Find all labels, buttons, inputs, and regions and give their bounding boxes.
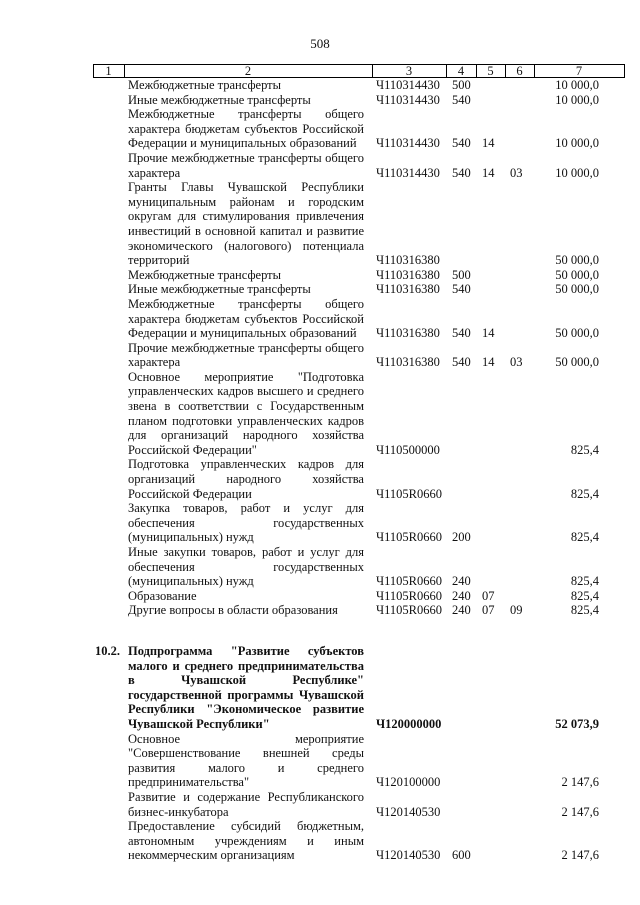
row-vr: 600: [452, 848, 471, 863]
section-number: 10.2.: [95, 643, 120, 658]
row-values: [0, 848, 640, 863]
row-code: Ч110316380: [376, 282, 440, 297]
page-number: 508: [310, 36, 330, 51]
row-values: [0, 805, 640, 820]
row-name: Межбюджетные трансферты: [128, 267, 282, 282]
table-row: [0, 790, 640, 819]
table-row: [0, 501, 640, 545]
row-sum: 52 073,9: [555, 716, 599, 731]
row-name: Иные закупки товаров, работ и услуг для обеспечения государственных (муниципальных) нужд: [128, 545, 364, 589]
row-sum: 50 000,0: [555, 326, 599, 341]
row-vr: 240: [452, 603, 471, 618]
row-pr: 09: [510, 603, 523, 618]
table-row: [0, 180, 640, 268]
budget-table-body: [0, 78, 640, 863]
row-sum: 825,4: [570, 603, 599, 618]
header-col-6: 6: [516, 64, 523, 78]
table-row: [0, 107, 640, 151]
table-row: [0, 545, 640, 589]
header-col-5: 5: [487, 64, 494, 78]
row-name: Межбюджетные трансферты: [128, 78, 282, 92]
row-name: Прочие межбюджетные трансферты общего характера: [128, 150, 364, 180]
row-vr: 540: [452, 282, 471, 297]
row-sum: 10 000,0: [555, 92, 599, 107]
row-code: Ч1105R0660: [376, 486, 442, 501]
row-pr: 03: [510, 355, 523, 370]
row-sum: 2 147,6: [561, 775, 599, 790]
row-sum: 10 000,0: [555, 136, 599, 151]
row-values: [0, 78, 640, 93]
row-code: Ч120100000: [376, 775, 441, 790]
row-rz: 14: [482, 326, 495, 341]
row-vr: 240: [452, 588, 471, 603]
row-vr: 540: [452, 136, 471, 151]
row-name: Иные межбюджетные трансферты: [128, 92, 311, 107]
row-sum: 825,4: [570, 574, 599, 589]
table-row: [0, 151, 640, 180]
row-name: Образование: [128, 588, 197, 603]
row-name: Закупка товаров, работ и услуг для обеспечения государственных (муниципальных) нужд: [128, 501, 364, 545]
row-sum: 825,4: [570, 442, 599, 457]
row-values: [0, 282, 640, 297]
table-row: [0, 93, 640, 108]
header-col-2: 2: [244, 64, 252, 78]
row-name: Подпрограмма "Развитие субъектов малого и среднего предпринимательства в Чувашской Республике" государственной программы Чувашской Республики "Экономическое развитие Чувашской Республики": [128, 643, 364, 731]
row-rz: 14: [482, 165, 495, 180]
row-code: Ч110314430: [376, 78, 440, 92]
row-name: Межбюджетные трансферты общего характера бюджетам субъектов Российской Федерации и муниципальных образований: [128, 107, 364, 151]
table-row: [0, 603, 640, 618]
row-rz: 14: [482, 136, 495, 151]
row-values: [0, 443, 640, 458]
header-col-4: 4: [457, 64, 465, 78]
row-code: Ч120140530: [376, 804, 441, 819]
row-sum: 50 000,0: [555, 282, 599, 297]
row-sum: 10 000,0: [555, 165, 599, 180]
table-row: [0, 341, 640, 370]
table-row: [0, 589, 640, 604]
row-values: [0, 268, 640, 283]
row-sum: 825,4: [570, 530, 599, 545]
row-code: Ч110316380: [376, 267, 440, 282]
row-code: Ч110316380: [376, 326, 440, 341]
row-name: Другие вопросы в области образования: [128, 603, 338, 618]
table-row: [0, 282, 640, 297]
row-code: Ч1105R0660: [376, 603, 442, 618]
row-sum: 50 000,0: [555, 355, 599, 370]
row-name: Основное мероприятие "Подготовка управленческих кадров высшего и среднего звена в соответствии с Государственным планом подготовки управленческих кадров для организаций народного хозяйства Российской Федерации": [128, 369, 364, 457]
table-row: [0, 819, 640, 863]
row-sum: 825,4: [570, 486, 599, 501]
table-row: [0, 644, 640, 732]
table-row: [0, 457, 640, 501]
row-code: Ч110500000: [376, 442, 440, 457]
row-values: [0, 136, 640, 151]
row-code: Ч110316380: [376, 253, 440, 268]
row-code: Ч110314430: [376, 165, 440, 180]
row-sum: 825,4: [570, 588, 599, 603]
row-code: Ч120140530: [376, 848, 441, 863]
row-name: Прочие межбюджетные трансферты общего характера: [128, 340, 364, 370]
row-name: Предоставление субсидий бюджетным, автономным учреждениям и иным некоммерческим организациям: [128, 819, 364, 863]
row-sum: 50 000,0: [555, 267, 599, 282]
row-vr: 540: [452, 326, 471, 341]
row-rz: 14: [482, 355, 495, 370]
row-name: Развитие и содержание Республиканского бизнес-инкубатора: [128, 789, 364, 819]
row-code: Ч110314430: [376, 136, 440, 151]
row-name: Гранты Главы Чувашской Республики муниципальным районам и городским округам для стимулирования привлечения инвестиций в основной капитал и развитие экономического (налогового) потенциала территорий: [128, 180, 364, 268]
row-values: [0, 603, 640, 618]
row-rz: 07: [482, 588, 495, 603]
row-sum: 10 000,0: [555, 78, 599, 92]
row-values: [0, 326, 640, 341]
row-sum: 2 147,6: [561, 804, 599, 819]
row-code: Ч1105R0660: [376, 574, 442, 589]
table-row: [0, 297, 640, 341]
row-code: Ч110316380: [376, 355, 440, 370]
row-pr: 03: [510, 165, 523, 180]
row-vr: 500: [452, 267, 471, 282]
row-vr: 540: [452, 92, 471, 107]
row-vr: 500: [452, 78, 471, 92]
row-vr: 240: [452, 574, 471, 589]
row-name: Иные межбюджетные трансферты: [128, 282, 311, 297]
header-col-3: 3: [405, 64, 413, 78]
table-row: [0, 78, 640, 93]
row-values: [0, 775, 640, 790]
table-row: [0, 268, 640, 283]
row-values: [0, 530, 640, 545]
row-values: [0, 93, 640, 108]
row-name: Межбюджетные трансферты общего характера бюджетам субъектов Российской Федерации и муниципальных образований: [128, 296, 364, 341]
row-vr: 200: [452, 530, 471, 545]
row-values: [0, 253, 640, 268]
row-code: Ч110314430: [376, 92, 440, 107]
row-sum: 2 147,6: [561, 848, 599, 863]
row-values: [0, 355, 640, 370]
row-values: [0, 717, 640, 732]
row-values: [0, 589, 640, 604]
row-values: [0, 487, 640, 502]
row-name: Подготовка управленческих кадров для организаций народного хозяйства Российской Федерации: [128, 457, 364, 501]
row-name: Основное мероприятие "Совершенствование внешней среды развития малого и среднего предпринимательства": [128, 731, 364, 790]
row-code: Ч120000000: [376, 716, 442, 731]
row-vr: 540: [452, 355, 471, 370]
header-col-7: 7: [575, 64, 583, 78]
header-col-1: 1: [105, 64, 112, 78]
row-code: Ч1105R0660: [376, 530, 442, 545]
row-code: Ч1105R0660: [376, 588, 442, 603]
table-row: [0, 370, 640, 458]
row-values: [0, 166, 640, 181]
row-vr: 540: [452, 165, 471, 180]
row-values: [0, 574, 640, 589]
header-divider: [624, 64, 625, 78]
table-row: [0, 732, 640, 790]
row-sum: 50 000,0: [555, 253, 599, 268]
row-rz: 07: [482, 603, 495, 618]
table-header: [93, 64, 625, 78]
